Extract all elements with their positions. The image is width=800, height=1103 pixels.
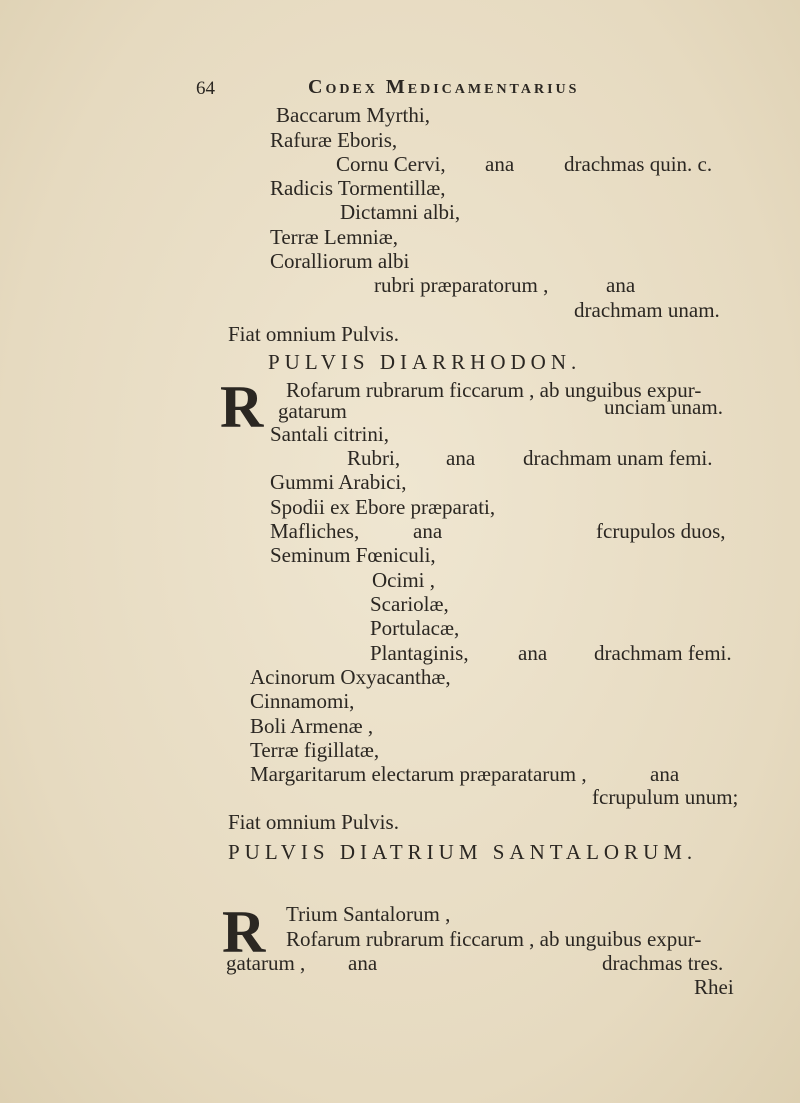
- section-title: PULVIS DIARRHODON.: [268, 350, 582, 374]
- text-line: Dictamni albi,: [340, 200, 461, 224]
- text-line: Trium Santalorum ,: [286, 902, 451, 926]
- text-line: Rofarum rubrarum ficcarum , ab unguibus expur-: [286, 927, 702, 951]
- text-line: unciam unam.: [604, 395, 723, 419]
- text-line: Radicis Tormentillæ,: [270, 176, 446, 200]
- page-number: 64: [196, 78, 215, 99]
- text-line: Coralliorum albi: [270, 249, 410, 273]
- text-line: Rafuræ Eboris,: [270, 128, 398, 152]
- running-title: Codex Medicamentarius: [308, 76, 580, 98]
- text-line: ana: [446, 446, 476, 470]
- text-line: Cinnamomi,: [250, 689, 355, 713]
- text-line: Santali citrini,: [270, 422, 389, 446]
- text-line: Terræ figillatæ,: [250, 738, 380, 762]
- text-line: Acinorum Oxyacanthæ,: [250, 665, 451, 689]
- text-line: Spodii ex Ebore præparati,: [270, 495, 496, 519]
- text-line: Cornu Cervi,: [336, 152, 446, 176]
- text-line: ana: [413, 519, 443, 543]
- text-line: rubri præparatorum ,: [374, 273, 549, 297]
- text-line: Boli Armenæ ,: [250, 714, 374, 738]
- catchword: Rhei: [694, 975, 734, 999]
- text-line: drachmam unam femi.: [523, 446, 713, 470]
- recipe-symbol: R: [222, 899, 266, 965]
- text-line: ana: [485, 152, 515, 176]
- text-line: Mafliches,: [270, 519, 360, 543]
- text-line: Gummi Arabici,: [270, 470, 407, 494]
- text-line: Portulacæ,: [370, 616, 460, 640]
- text-line: Fiat omnium Pulvis.: [228, 810, 399, 834]
- text-line: gatarum: [278, 399, 347, 423]
- section-title: PULVIS DIATRIUM SANTALORUM.: [228, 840, 698, 864]
- text-line: Baccarum Myrthi,: [276, 103, 430, 127]
- text-line: drachmam unam.: [574, 298, 720, 322]
- text-line: ana: [518, 641, 548, 665]
- text-line: Terræ Lemniæ,: [270, 225, 398, 249]
- text-line: drachmas quin. c.: [564, 152, 713, 176]
- recipe-symbol: R: [220, 374, 264, 440]
- text-line: Rofarum rubrarum ficcarum , ab unguibus expur-: [286, 378, 702, 402]
- text-line: Fiat omnium Pulvis.: [228, 322, 399, 346]
- text-line: Margaritarum electarum præparatarum ,: [250, 762, 587, 786]
- text-line: drachmam femi.: [594, 641, 732, 665]
- text-line: Seminum Fœniculi,: [270, 543, 436, 567]
- text-line: gatarum ,: [226, 951, 306, 975]
- text-line: Ocimi ,: [372, 568, 435, 592]
- text-line: Scariolæ,: [370, 592, 449, 616]
- text-line: Plantaginis,: [370, 641, 469, 665]
- text-line: ana: [650, 762, 680, 786]
- text-line: fcrupulum unum;: [592, 785, 739, 809]
- text-line: fcrupulos duos,: [596, 519, 726, 543]
- text-line: Rubri,: [347, 446, 401, 470]
- text-line: ana: [348, 951, 378, 975]
- text-line: drachmas tres.: [602, 951, 724, 975]
- text-line: ana: [606, 273, 636, 297]
